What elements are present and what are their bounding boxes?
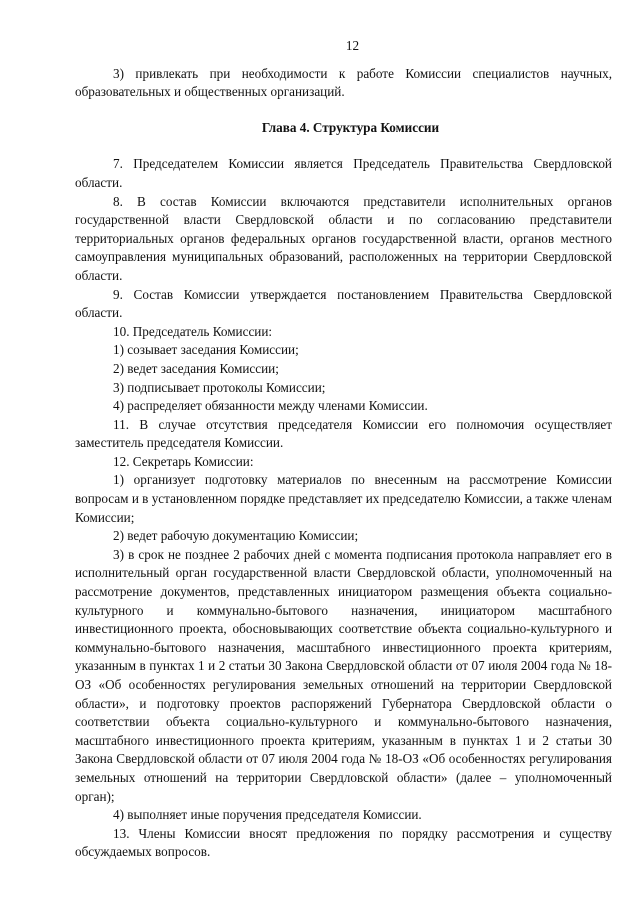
paragraph-13: 13. Члены Комиссии вносят предложения по порядку рассмотрения и существу обсуждаемых вопросов.	[75, 825, 612, 860]
paragraph-item-3: 3) привлекать при необходимости к работе Комиссии специалистов научных, образовательных и общественных организаций.	[75, 65, 612, 100]
paragraph-12-item-3: 3) в срок не позднее 2 рабочих дней с момента подписания протокола направляет его в исполнительный орган государственной власти Свердловской области, уполномоченный на рассмотрение документов, представленных инициатором размещения объекта социально-культурного и коммунально-бытового назначения, инициатором масштабного инвестиционного проекта, обосновывающих соответствие объекта социально-культурного и коммунально-бытового назначения, масштабного инвестиционного проекта критериям, указанным в пунктах 1 и 2 статьи 30 Закона Свердловской области от 07 июля 2004 года № 18-ОЗ «Об особенностях регулирования земельных отношений на территории Свердловской области», и подготовку проектов распоряжений Губернатора Свердловской области о соответствии объекта социально-культурного и коммунально-бытового назначения, масштабного инвестиционного проекта критериям, указанным в пунктах 1 и 2 статьи 30 Закона Свердловской области от 07 июля 2004 года № 18-ОЗ «Об особенностях регулирования земельных отношений на территории Свердловской области» (далее – уполномоченный орган);	[75, 546, 612, 804]
paragraph-11: 11. В случае отсутствия председателя Комиссии его полномочия осуществляет заместитель председателя Комиссии.	[75, 416, 612, 451]
paragraph-9: 9. Состав Комиссии утверждается постановлением Правительства Свердловской области.	[75, 286, 612, 321]
paragraph-12-item-1: 1) организует подготовку материалов по внесенным на рассмотрение Комиссии вопросам и в установленном порядке представляет их председателю Комиссии, а также членам Комиссии;	[75, 472, 612, 525]
paragraph-10-item-2: 2) ведет заседания Комиссии;	[113, 360, 279, 376]
paragraph-12-item-2: 2) ведет рабочую документацию Комиссии;	[113, 528, 359, 544]
chapter-title: Глава 4. Структура Комиссии	[261, 119, 440, 135]
paragraph-12-item-4: 4) выполняет иные поручения председателя Комиссии.	[113, 807, 422, 823]
paragraph-12: 12. Секретарь Комиссии:	[113, 453, 254, 469]
page-number: 12	[345, 38, 360, 53]
paragraph-10-item-3: 3) подписывает протоколы Комиссии;	[113, 379, 326, 395]
paragraph-10-item-1: 1) созывает заседания Комиссии;	[113, 342, 299, 358]
paragraph-8: 8. В состав Комиссии включаются представители исполнительных органов государственной власти Свердловской области и по согласованию представители территориальных органов федеральных органов государственной власти, органов местного самоуправления муниципальных образований, расположенных на территории Свердловской области.	[75, 193, 612, 283]
paragraph-10-item-4: 4) распределяет обязанности между членами Комиссии.	[113, 398, 428, 414]
paragraph-7: 7. Председателем Комиссии является Председатель Правительства Свердловской области.	[75, 156, 612, 190]
paragraph-10: 10. Председатель Комиссии:	[113, 323, 273, 339]
